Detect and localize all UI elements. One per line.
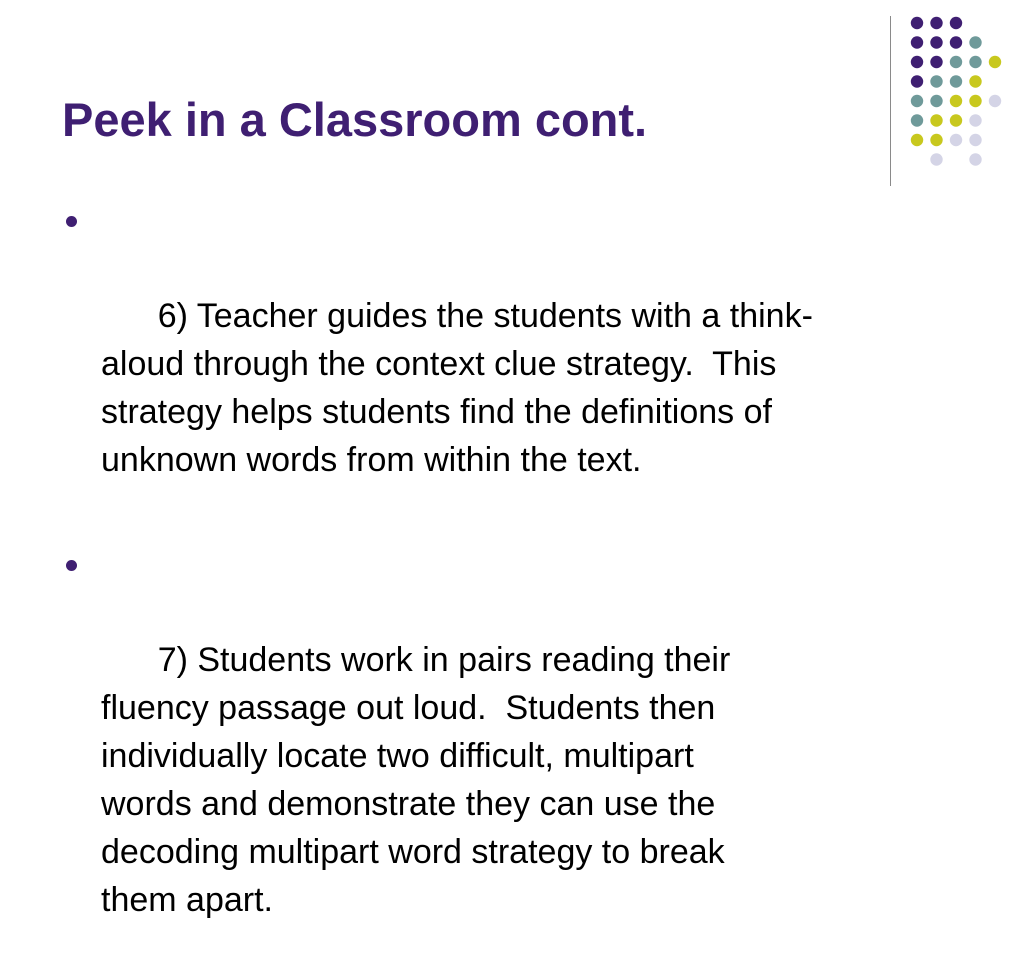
slide-title: Peek in a Classroom cont. (62, 93, 648, 146)
decor-dot (930, 134, 942, 146)
decor-dot (930, 95, 942, 107)
vertical-divider (890, 16, 891, 186)
decor-dot (930, 56, 942, 68)
bullet-dot-icon (66, 216, 77, 227)
decor-dot (911, 134, 923, 146)
decor-dot (969, 114, 981, 126)
decor-dot (911, 75, 923, 87)
decor-dot (911, 56, 923, 68)
decor-dot (969, 134, 981, 146)
decor-dot (950, 36, 962, 48)
bullet-item-6 (64, 196, 964, 532)
decor-dot (950, 114, 962, 126)
decor-dot (930, 17, 942, 29)
decor-dot (950, 75, 962, 87)
decor-dot (930, 153, 942, 165)
decor-dot (911, 17, 923, 29)
decor-dot (969, 56, 981, 68)
bullet-list (64, 196, 964, 980)
decor-dot (950, 56, 962, 68)
decor-dot (911, 114, 923, 126)
decor-dot (911, 95, 923, 107)
decor-dot (950, 17, 962, 29)
bullet-dot-icon (66, 560, 77, 571)
decor-dot (950, 134, 962, 146)
decor-dot (911, 36, 923, 48)
decor-dot (969, 75, 981, 87)
bullet-item-7 (64, 540, 964, 972)
decor-dot (950, 95, 962, 107)
bullet-text: 7) Students work in pairs reading their fluency passage out loud. Students then individually locate two difficult, multipart words and demonstrate they can use the decoding multipart word strategy to break them apart. (101, 641, 731, 919)
decor-dot (969, 36, 981, 48)
decor-dot (989, 56, 1001, 68)
bullet-text: 6) Teacher guides the students with a think- aloud through the context clue strategy. This strategy helps students find the definitions of unknown words from within the text. (101, 297, 813, 479)
decor-dot (930, 75, 942, 87)
decor-dot (930, 36, 942, 48)
decor-dot (930, 114, 942, 126)
decor-dot (969, 95, 981, 107)
decor-dot (989, 95, 1001, 107)
decor-dot (969, 153, 981, 165)
